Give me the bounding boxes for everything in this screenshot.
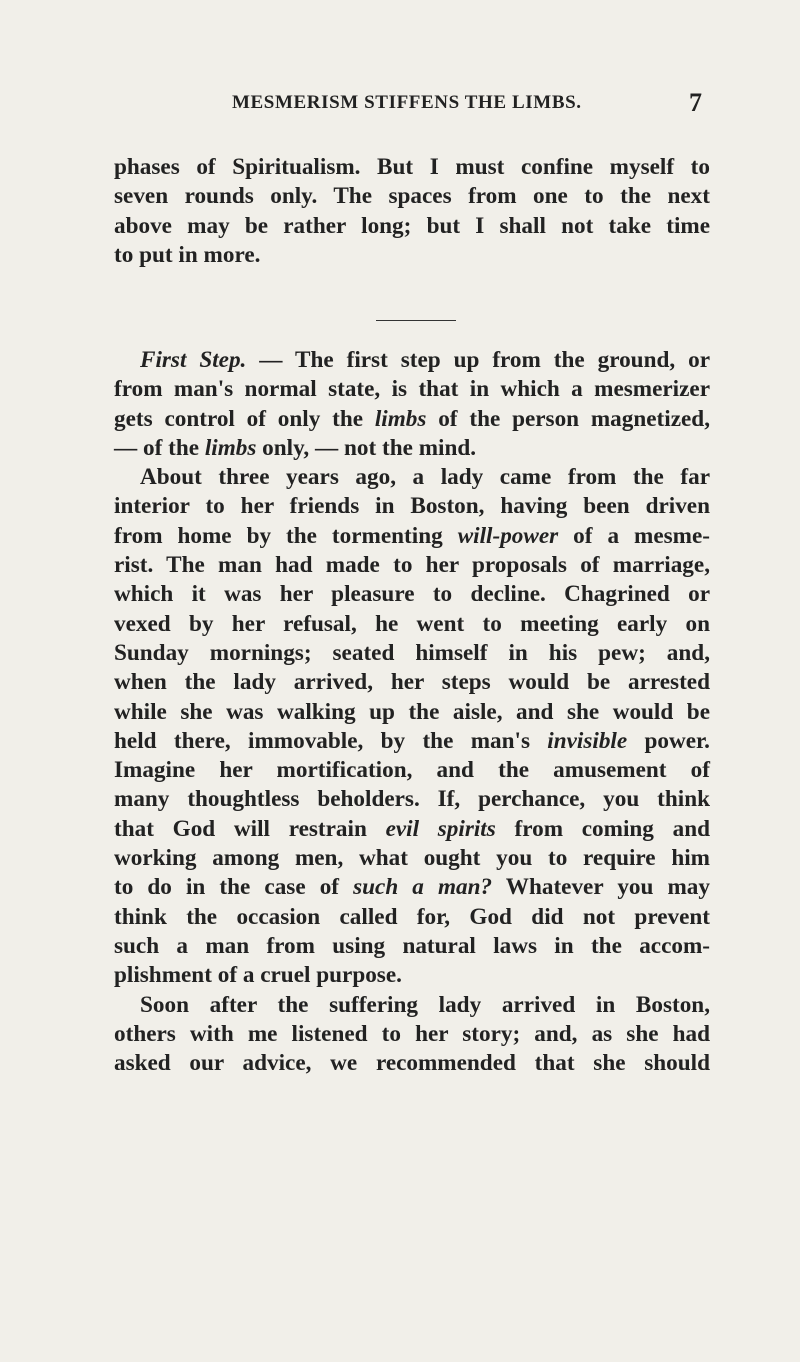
text-line: interior to her friends in Boston, having been driven bbox=[114, 493, 710, 520]
text-line: seven rounds only. The spaces from one to the next bbox=[114, 183, 710, 210]
section-divider bbox=[376, 320, 456, 321]
text-line: when the lady arrived, her steps would be arrested bbox=[114, 669, 710, 696]
text-line: others with me listened to her story; and, as she had bbox=[114, 1020, 710, 1047]
text-line: from man's normal state, is that in which a mesmerizer bbox=[114, 376, 710, 403]
text-line: — of the limbs only, — not the mind. bbox=[114, 434, 477, 461]
text-line: Soon after the suffering lady arrived in Boston, bbox=[140, 991, 710, 1018]
text-line: vexed by her refusal, he went to meeting early on bbox=[114, 610, 710, 637]
paragraph-intro bbox=[114, 153, 710, 270]
text-line: from home by the tormenting will-power of a mesme- bbox=[114, 522, 710, 549]
text-line: Sunday mornings; seated himself in his pew; and, bbox=[114, 639, 710, 666]
text-line: phases of Spiritualism. But I must confine myself to bbox=[114, 154, 710, 180]
text-line: many thoughtless beholders. If, perchance, you think bbox=[114, 786, 710, 813]
text-line: plishment of a cruel purpose. bbox=[114, 962, 402, 989]
text-line: working among men, what ought you to require him bbox=[114, 845, 710, 872]
section-heading: First Step. bbox=[140, 347, 247, 373]
text-line: Imagine her mortification, and the amusement of bbox=[114, 757, 710, 784]
text-line: First Step. — The first step up from the ground, or bbox=[140, 347, 710, 373]
text-line: while she was walking up the aisle, and she would be bbox=[114, 698, 710, 725]
text-line: to put in more. bbox=[114, 241, 261, 268]
text-line: such a man from using natural laws in the accom- bbox=[114, 932, 710, 959]
text-line: that God will restrain evil spirits from coming and bbox=[114, 815, 710, 842]
text-line: above may be rather long; but I shall not take time bbox=[114, 212, 710, 239]
text-line: think the occasion called for, God did not prevent bbox=[114, 903, 710, 930]
text-line: About three years ago, a lady came from the far bbox=[140, 464, 710, 491]
text-line: rist. The man had made to her proposals of marriage, bbox=[114, 552, 710, 579]
text-line: gets control of only the limbs of the person magnetized, bbox=[114, 405, 710, 432]
text-line: which it was her pleasure to decline. Chagrined or bbox=[114, 581, 710, 608]
running-head: MESMERISM STIFFENS THE LIMBS. bbox=[232, 92, 582, 113]
page-number: 7 bbox=[689, 88, 702, 117]
page-header bbox=[114, 88, 702, 122]
section-first-step bbox=[114, 346, 710, 1078]
text-line: held there, immovable, by the man's invisible power. bbox=[114, 727, 710, 754]
text-line: asked our advice, we recommended that she should bbox=[114, 1050, 710, 1077]
text-line: to do in the case of such a man? Whatever you may bbox=[114, 874, 710, 901]
